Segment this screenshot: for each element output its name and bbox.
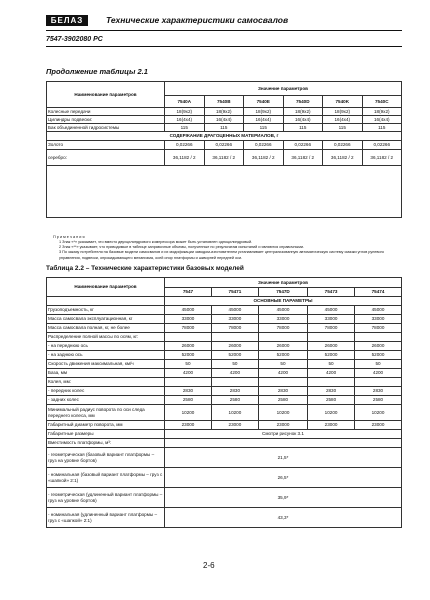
cell-value: 16(4x4): [165, 116, 205, 124]
cell-value: 4200: [211, 369, 258, 378]
cell-value: 26000: [355, 342, 402, 351]
cell-value: 2830: [355, 387, 402, 396]
table-row: [47, 150, 402, 166]
cell-value: 50: [165, 360, 212, 369]
table2-model-header: 7547D: [258, 288, 307, 297]
cell-value: [211, 333, 258, 342]
row-label: Цилиндры подвески:: [47, 116, 165, 124]
cell-value: 10200: [211, 405, 258, 421]
cell-value: [258, 378, 307, 387]
table-row: [47, 351, 402, 360]
table2-model-header: 75474: [355, 288, 402, 297]
table-row: [47, 342, 402, 351]
table2-model-header: 75473: [308, 288, 355, 297]
cell-value: [355, 378, 402, 387]
cell-value: 2830: [165, 387, 212, 396]
belaz-logo: БЕЛАЗ: [46, 15, 88, 26]
table-row: [47, 488, 402, 508]
table-row: [47, 430, 402, 439]
cell-value: 52000: [165, 351, 212, 360]
note-3: 3 По заказу потребителя на базовые модели самосвалов и их модификации заводом-изготовителем устанавливает централизованную автоматическую систему смазки углов рулевого управления, подвески, опрокидывающего механизма, осей опор платформы и шкворней передней оси.: [59, 250, 385, 260]
cell-value: 26,5*: [165, 468, 402, 488]
cell-value: 10200: [355, 405, 402, 421]
table-row: [47, 448, 402, 468]
cell-value: 4200: [165, 369, 212, 378]
cell-value: 45000: [258, 306, 307, 315]
table1-model-header: 7540K: [323, 96, 363, 108]
cell-value: 26000: [211, 342, 258, 351]
cell-value: [165, 378, 212, 387]
cell-value: 115: [362, 124, 402, 132]
row-label: Габаритный диаметр поворота, мм: [47, 421, 165, 430]
cell-value: 2580: [258, 396, 307, 405]
row-label: Минимальный радиус поворота по оси следа переднего колеса, мм: [47, 405, 165, 421]
row-label: Масса самосвала эксплуатационная, кг: [47, 315, 165, 324]
table-row: [47, 405, 402, 421]
notes-cell: [47, 166, 402, 218]
page-number: 2-6: [203, 561, 215, 570]
header-divider: [46, 30, 402, 31]
cell-value: 115: [244, 124, 284, 132]
cell-value: 45000: [165, 306, 212, 315]
cell-value: 36,1182 / 2: [204, 150, 244, 166]
row-label: Грузоподъемность, кг: [47, 306, 165, 315]
table-row: [47, 396, 402, 405]
cell-value: 36,1182 / 2: [165, 150, 205, 166]
cell-value: 0,02266: [244, 141, 284, 150]
cell-value: 4200: [355, 369, 402, 378]
row-label: - геометрическая (базовый вариант платформы – груз на уровне бортов): [47, 448, 165, 468]
cell-value: 115: [165, 124, 205, 132]
cell-value: 52000: [258, 351, 307, 360]
cell-value: 52000: [355, 351, 402, 360]
row-label: Габаритные размеры: [47, 430, 165, 439]
cell-value: 26000: [308, 342, 355, 351]
cell-value: 45000: [211, 306, 258, 315]
cell-value: 78000: [211, 324, 258, 333]
section-title: СОДЕРЖАНИЕ ДРАГОЦЕННЫХ МАТЕРИАЛОВ, г: [47, 132, 402, 141]
cell-value: 33000: [308, 315, 355, 324]
row-label: Бак объединенной гидросистемы: [47, 124, 165, 132]
cell-value: 2580: [211, 396, 258, 405]
table1-model-header: 7540C: [362, 96, 402, 108]
table2-model-header: 7547: [165, 288, 212, 297]
cell-value: 23000: [258, 421, 307, 430]
notes-block: [53, 235, 398, 261]
cell-value: 23000: [165, 421, 212, 430]
cell-value: 0,02266: [323, 141, 363, 150]
cell-value: 10200: [258, 405, 307, 421]
cell-value: 23000: [355, 421, 402, 430]
section-row: [47, 132, 402, 141]
table2-model-header: 75471: [211, 288, 258, 297]
cell-value: [165, 333, 212, 342]
cell-value: Смотри рисунок 3.1: [165, 430, 402, 439]
table-row: [47, 108, 402, 116]
table1-values-header: Значение параметров: [165, 82, 402, 96]
cell-value: 23000: [308, 421, 355, 430]
cell-value: 18(9x2): [362, 108, 402, 116]
table-row: [47, 116, 402, 124]
note-2: 2 Знак «**» указывает, что приводимые в таблице заправочные объемы, полученные по результатам испытаний и являются справочными.: [59, 245, 305, 250]
table-row: [47, 306, 402, 315]
table-row: [47, 315, 402, 324]
table-row: [47, 439, 402, 448]
cell-value: 78000: [258, 324, 307, 333]
cell-value: 10200: [165, 405, 212, 421]
row-label: Распределение полной массы по осям, кг:: [47, 333, 165, 342]
cell-value: [211, 378, 258, 387]
cell-value: 18(9x2): [244, 108, 284, 116]
table-1: [46, 81, 402, 218]
cell-value: 0,02266: [165, 141, 205, 150]
cell-value: 52000: [308, 351, 355, 360]
cell-value: 0,02266: [204, 141, 244, 150]
table-row: [47, 378, 402, 387]
table-row: [47, 387, 402, 396]
section-row: [47, 297, 402, 306]
cell-value: 33000: [355, 315, 402, 324]
cell-value: 0,02266: [362, 141, 402, 150]
row-label: База, мм: [47, 369, 165, 378]
table-row: [47, 508, 402, 528]
row-label: - номинальная (удлиненный вариант платформы – груз с «шапкой» 2:1): [47, 508, 165, 528]
header-title: Технические характеристики самосвалов: [106, 15, 289, 25]
table-row: [47, 360, 402, 369]
cell-value: 78000: [165, 324, 212, 333]
table1-model-header: 7540B: [204, 96, 244, 108]
table2-caption: Таблица 2.2 – Технические характеристики базовых моделей: [46, 265, 244, 272]
table-row: [47, 421, 402, 430]
table1-model-header: 7540D: [283, 96, 323, 108]
row-label: - передних колес: [47, 387, 165, 396]
cell-value: 16(4x4): [323, 116, 363, 124]
table2-param-header: Наименование параметров: [47, 278, 165, 297]
cell-value: 50: [355, 360, 402, 369]
notes-row: [47, 166, 402, 218]
cell-value: [308, 333, 355, 342]
cell-value: 2580: [165, 396, 212, 405]
cell-value: 43,3*: [165, 508, 402, 528]
row-label: Золото: [47, 141, 165, 150]
cell-value: 18(9x2): [165, 108, 205, 116]
cell-value: 26000: [258, 342, 307, 351]
table2-values-header: Значение параметров: [165, 278, 402, 288]
notes-heading: П р и м е ч а н и я: [53, 235, 85, 239]
table-row: [47, 324, 402, 333]
cell-value: 18(9x2): [283, 108, 323, 116]
page-header: [46, 12, 406, 28]
table-row: [47, 468, 402, 488]
table1-model-header: 7540A: [165, 96, 205, 108]
cell-value: 18(9x2): [323, 108, 363, 116]
cell-value: 115: [283, 124, 323, 132]
cell-value: 2580: [355, 396, 402, 405]
cell-value: 10200: [308, 405, 355, 421]
cell-value: 23000: [211, 421, 258, 430]
row-label: Колесные передачи: [47, 108, 165, 116]
cell-value: 16(4x4): [204, 116, 244, 124]
row-label: серебро:: [47, 150, 165, 166]
cell-value: [355, 333, 402, 342]
cell-value: 50: [308, 360, 355, 369]
cell-value: 50: [211, 360, 258, 369]
cell-value: 2830: [211, 387, 258, 396]
table1-model-header: 7540E: [244, 96, 284, 108]
cell-value: 16(4x4): [244, 116, 284, 124]
cell-value: 35,9*: [165, 488, 402, 508]
cell-value: 21,5*: [165, 448, 402, 468]
table-row: [47, 369, 402, 378]
row-label: Колея, мм:: [47, 378, 165, 387]
cell-value: 36,1182 / 2: [323, 150, 363, 166]
row-label: Вместимость платформы, м³:: [47, 439, 165, 448]
cell-value: 52000: [211, 351, 258, 360]
cell-value: 33000: [165, 315, 212, 324]
cell-value: 16(4x4): [362, 116, 402, 124]
cell-value: 50: [258, 360, 307, 369]
cell-value: 33000: [211, 315, 258, 324]
cell-value: 26000: [165, 342, 212, 351]
table-row: [47, 141, 402, 150]
cell-value: 45000: [308, 306, 355, 315]
row-label: Масса самосвала полная, кг, не более: [47, 324, 165, 333]
table1-caption: Продолжение таблицы 2.1: [46, 67, 148, 76]
cell-value: 115: [204, 124, 244, 132]
row-label: - номинальная (базовый вариант платформы – груз с «шапкой» 2:1): [47, 468, 165, 488]
table1-param-header: Наименование параметров: [47, 82, 165, 108]
section-spacer: [47, 297, 165, 306]
cell-value: 115: [323, 124, 363, 132]
cell-value: 0,02266: [283, 141, 323, 150]
cell-value: 2580: [308, 396, 355, 405]
cell-value: 45000: [355, 306, 402, 315]
table-row: [47, 124, 402, 132]
cell-value: 16(4x4): [283, 116, 323, 124]
cell-value: 4200: [258, 369, 307, 378]
row-label: - на заднюю ось: [47, 351, 165, 360]
cell-value: 18(9x2): [204, 108, 244, 116]
section-title: ОСНОВНЫЕ ПАРАМЕТРЫ: [165, 297, 402, 306]
table-2: [46, 277, 402, 528]
cell-value: 33000: [258, 315, 307, 324]
model-divider: [46, 46, 402, 47]
cell-value: 36,1182 / 2: [283, 150, 323, 166]
cell-value: 78000: [355, 324, 402, 333]
cell-value: 36,1182 / 2: [362, 150, 402, 166]
row-label: - задних колес: [47, 396, 165, 405]
table-row: [47, 333, 402, 342]
cell-value: 36,1182 / 2: [244, 150, 284, 166]
cell-value: [308, 378, 355, 387]
cell-value: 2830: [308, 387, 355, 396]
cell-value: 78000: [308, 324, 355, 333]
cell-value: [258, 333, 307, 342]
row-label: - геометрическая (удлиненный вариант платформы – груз на уровне бортов): [47, 488, 165, 508]
model-number: 7547-3902080 РС: [46, 36, 103, 43]
cell-value: [165, 439, 402, 448]
row-label: - на переднюю ось: [47, 342, 165, 351]
cell-value: 4200: [308, 369, 355, 378]
note-1: 1 Знак «*» указывает, что вместо двухцилиндрового компрессора может быть установлен одноцилиндровый.: [59, 240, 253, 245]
row-label: Скорость движения максимальная, км/ч: [47, 360, 165, 369]
cell-value: 2830: [258, 387, 307, 396]
